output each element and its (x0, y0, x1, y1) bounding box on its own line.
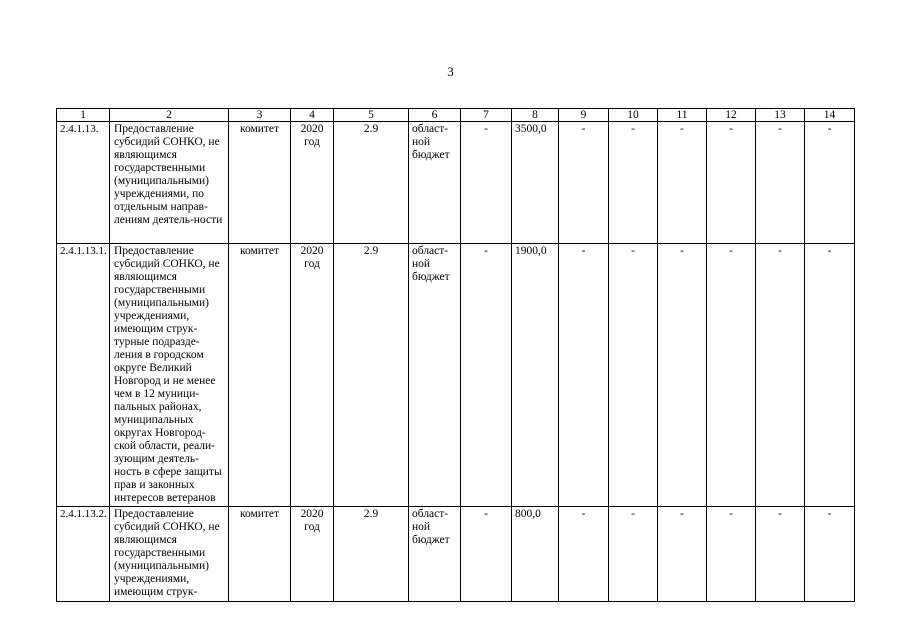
program-activities-table (56, 108, 855, 602)
col7-cell: - (461, 122, 512, 244)
column-header: 14 (805, 109, 855, 122)
amount-cell: 3500,0 (512, 122, 559, 244)
col14-cell: - (805, 122, 855, 244)
col11-cell: - (658, 507, 707, 602)
column-header: 12 (707, 109, 756, 122)
year-cell: 2020 год (291, 244, 334, 507)
col12-cell: - (707, 122, 756, 244)
col7-cell: - (461, 244, 512, 507)
col7-cell: - (461, 507, 512, 602)
column-header: 7 (461, 109, 512, 122)
column-header: 8 (512, 109, 559, 122)
source-cell: област-ной бюджет (409, 122, 461, 244)
col10-cell: - (609, 507, 658, 602)
activity-description: Предоставление субсидий СОНКО, не являющимся государственными (муниципальными) учреждениями, по отдельным направ-лениям деятель-ности (110, 122, 229, 244)
column-header: 3 (229, 109, 291, 122)
table-row (57, 244, 855, 507)
activity-code: 2.4.1.13. (57, 122, 110, 244)
column-header: 1 (57, 109, 110, 122)
activity-code: 2.4.1.13.1. (57, 244, 110, 507)
col13-cell: - (756, 507, 805, 602)
source-cell: област-ной бюджет (409, 507, 461, 602)
column-header: 9 (559, 109, 609, 122)
col9-cell: - (559, 507, 609, 602)
col10-cell: - (609, 122, 658, 244)
activity-description: Предоставление субсидий СОНКО, не являющимся государственными (муниципальными) учреждениями, имеющим струк- (110, 507, 229, 602)
year-cell: 2020 год (291, 122, 334, 244)
col13-cell: - (756, 244, 805, 507)
col11-cell: - (658, 122, 707, 244)
col12-cell: - (707, 507, 756, 602)
column-header: 10 (609, 109, 658, 122)
col10-cell: - (609, 244, 658, 507)
header-row (57, 109, 855, 122)
year-cell: 2020 год (291, 507, 334, 602)
target-cell: 2.9 (334, 244, 409, 507)
column-header: 13 (756, 109, 805, 122)
col14-cell: - (805, 244, 855, 507)
target-cell: 2.9 (334, 122, 409, 244)
activity-code: 2.4.1.13.2. (57, 507, 110, 602)
table-row (57, 122, 855, 244)
column-header: 11 (658, 109, 707, 122)
executor-cell: комитет (229, 507, 291, 602)
executor-cell: комитет (229, 244, 291, 507)
activity-description: Предоставление субсидий СОНКО, не являющимся государственными (муниципальными) учреждениями, имеющим струк-турные подразде-ления в городском округе Великий Новгород и не менее чем в 12 муници-пальных районах, муниципальных округах Новгород-ской области, реали-зующим деятель-ность в сфере защиты прав и законных интересов ветеранов (110, 244, 229, 507)
source-cell: област-ной бюджет (409, 244, 461, 507)
executor-cell: комитет (229, 122, 291, 244)
col14-cell: - (805, 507, 855, 602)
col11-cell: - (658, 244, 707, 507)
col13-cell: - (756, 122, 805, 244)
column-header: 4 (291, 109, 334, 122)
column-header: 5 (334, 109, 409, 122)
page-number: 3 (447, 64, 454, 79)
col12-cell: - (707, 244, 756, 507)
table-row (57, 507, 855, 602)
column-header: 6 (409, 109, 461, 122)
target-cell: 2.9 (334, 507, 409, 602)
amount-cell: 800,0 (512, 507, 559, 602)
amount-cell: 1900,0 (512, 244, 559, 507)
col9-cell: - (559, 244, 609, 507)
col9-cell: - (559, 122, 609, 244)
column-header: 2 (110, 109, 229, 122)
